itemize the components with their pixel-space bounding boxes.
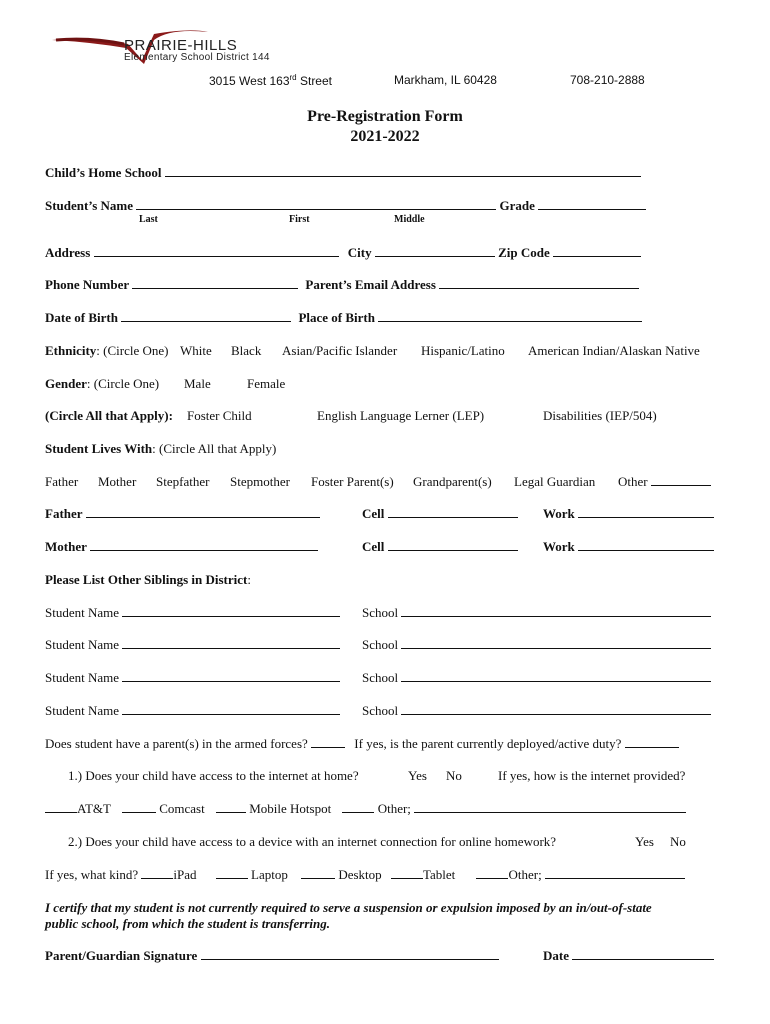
device-desktop-option[interactable]: Desktop <box>338 867 382 882</box>
lives-with-other[interactable]: Other <box>618 474 648 489</box>
isp-other-field[interactable] <box>342 801 374 813</box>
sibling-school-field[interactable] <box>401 670 711 682</box>
ethnicity-option-black[interactable]: Black <box>231 343 262 358</box>
sibling-school-field[interactable] <box>401 605 711 617</box>
isp-row <box>45 801 686 817</box>
isp-att-field[interactable] <box>45 801 77 813</box>
sibling-school-row: School <box>362 703 711 719</box>
circle-all-label: (Circle All that Apply): <box>45 408 173 423</box>
header-phone: 708-210-2888 <box>570 73 645 87</box>
lives-with-father[interactable]: Father <box>45 474 79 489</box>
device-tablet-option[interactable]: Tablet <box>422 867 456 882</box>
apply-option-lep[interactable]: English Language Lerner (LEP) <box>317 408 485 423</box>
mother-name-field[interactable] <box>90 539 318 551</box>
sibling-student-field[interactable] <box>122 703 340 715</box>
sibling-row: Student Name <box>45 605 340 621</box>
sibling-school-row: School <box>362 637 711 653</box>
father-row: Father <box>45 506 320 522</box>
gender-option-male[interactable]: Male <box>184 376 211 391</box>
isp-att-option[interactable]: AT&T <box>77 801 111 816</box>
device-other-field[interactable] <box>476 867 508 879</box>
sibling-student-field[interactable] <box>122 637 340 649</box>
siblings-heading: Please List Other Siblings in District: <box>45 572 251 587</box>
ethnicity-option-hispanic[interactable]: Hispanic/Latino <box>421 343 505 358</box>
father-cell-row: Cell <box>362 506 518 522</box>
logo-subtitle: Elementary School District 144 <box>124 52 270 63</box>
zip-code-field[interactable] <box>553 245 641 257</box>
ethnicity-option-white[interactable]: White <box>180 343 212 358</box>
first-label: First <box>289 214 310 225</box>
device-other-option[interactable]: Other; <box>508 867 542 882</box>
certification-line-1: I certify that my student is not currently required to serve a suspension or expulsion imposed by an in/out-of-state <box>45 900 652 915</box>
phone-row: Phone Number Parent’s Email Address <box>45 277 639 293</box>
isp-comcast-field[interactable] <box>122 801 156 813</box>
sibling-row: Student Name <box>45 670 340 686</box>
q2-yes-option[interactable]: Yes <box>635 834 654 849</box>
ethnicity-row: Ethnicity: (Circle One) <box>45 343 169 358</box>
q2-no-option[interactable]: No <box>670 834 686 849</box>
apply-option-foster-child[interactable]: Foster Child <box>187 408 252 423</box>
sibling-row: Student Name <box>45 637 340 653</box>
device-row: If yes, what kind? iPad Laptop Desktop Tablet Other; <box>45 867 685 883</box>
student-name-row: Student’s Name Grade <box>45 198 646 214</box>
logo-name: PRAIRIE-HILLS <box>124 37 238 54</box>
grade-field[interactable] <box>538 198 646 210</box>
device-ipad-option[interactable]: iPad <box>173 867 197 882</box>
father-cell-field[interactable] <box>388 506 518 518</box>
deployed-field[interactable] <box>625 736 679 748</box>
lives-with-stepmother[interactable]: Stepmother <box>230 474 290 489</box>
ethnicity-option-native[interactable]: American Indian/Alaskan Native <box>528 343 700 358</box>
lives-with-foster-parent[interactable]: Foster Parent(s) <box>311 474 394 489</box>
isp-other-option[interactable]: Other; <box>377 801 411 816</box>
q1-yes-option[interactable]: Yes <box>408 768 427 783</box>
sibling-school-field[interactable] <box>401 703 711 715</box>
q1-followup: If yes, how is the internet provided? <box>498 768 686 783</box>
gender-row: Gender: (Circle One) <box>45 376 160 391</box>
mother-cell-field[interactable] <box>388 539 518 551</box>
lives-with-stepfather[interactable]: Stepfather <box>156 474 210 489</box>
isp-hotspot-field[interactable] <box>216 801 246 813</box>
date-of-birth-field[interactable] <box>121 310 291 322</box>
mother-work-row: Work <box>543 539 714 555</box>
lives-with-mother[interactable]: Mother <box>98 474 137 489</box>
city-field[interactable] <box>375 245 495 257</box>
lives-with-legal-guardian[interactable]: Legal Guardian <box>514 474 596 489</box>
armed-forces-row: Does student have a parent(s) in the armed forces? If yes, is the parent currently deployed/active duty? <box>45 736 679 752</box>
header-street: 3015 West 163rd Street <box>209 73 332 88</box>
certification-line-2: public school, from which the student is transferring. <box>45 916 330 931</box>
address-row: Address City Zip Code <box>45 245 641 261</box>
device-ipad-field[interactable] <box>141 867 173 879</box>
place-of-birth-field[interactable] <box>378 310 642 322</box>
home-school-row: Child’s Home School <box>45 165 641 181</box>
isp-other-text-field[interactable] <box>414 801 686 813</box>
sibling-student-field[interactable] <box>122 605 340 617</box>
mother-work-field[interactable] <box>578 539 714 551</box>
sibling-school-row: School <box>362 605 711 621</box>
device-laptop-option[interactable]: Laptop <box>251 867 288 882</box>
apply-option-disabilities[interactable]: Disabilities (IEP/504) <box>543 408 657 423</box>
mother-row: Mother <box>45 539 318 555</box>
q2-question: 2.) Does your child have access to a device with an internet connection for online homework? <box>68 834 557 849</box>
header-city: Markham, IL 60428 <box>394 73 497 87</box>
sibling-school-field[interactable] <box>401 637 711 649</box>
device-tablet-field[interactable] <box>391 867 423 879</box>
middle-label: Middle <box>394 214 425 225</box>
sibling-school-row: School <box>362 670 711 686</box>
sibling-student-field[interactable] <box>122 670 340 682</box>
q1-no-option[interactable]: No <box>446 768 462 783</box>
date-row: Date <box>543 948 714 964</box>
device-laptop-field[interactable] <box>216 867 248 879</box>
father-work-field[interactable] <box>578 506 714 518</box>
last-label: Last <box>139 214 158 225</box>
isp-hotspot-option[interactable]: Mobile Hotspot <box>249 801 332 816</box>
device-desktop-field[interactable] <box>301 867 335 879</box>
father-work-row: Work <box>543 506 714 522</box>
father-name-field[interactable] <box>86 506 320 518</box>
isp-comcast-option[interactable]: Comcast <box>159 801 205 816</box>
parent-email-field[interactable] <box>439 277 639 289</box>
signature-row: Parent/Guardian Signature <box>45 948 499 964</box>
home-school-field[interactable] <box>165 165 641 177</box>
birth-row: Date of Birth Place of Birth <box>45 310 642 326</box>
mother-cell-row: Cell <box>362 539 518 555</box>
phone-field[interactable] <box>132 277 298 289</box>
lives-with-grandparent[interactable]: Grandparent(s) <box>413 474 492 489</box>
form-title: Pre-Registration Form <box>307 108 463 125</box>
gender-option-female[interactable]: Female <box>247 376 286 391</box>
student-name-field[interactable] <box>136 198 496 210</box>
lives-with-other-row <box>618 474 711 490</box>
lives-with-row: Student Lives With: (Circle All that Apply) <box>45 441 277 456</box>
ethnicity-option-asian[interactable]: Asian/Pacific Islander <box>282 343 398 358</box>
lives-with-other-field[interactable] <box>651 474 711 486</box>
sibling-row: Student Name <box>45 703 340 719</box>
address-field[interactable] <box>94 245 339 257</box>
form-year: 2021-2022 <box>350 128 420 145</box>
armed-forces-field[interactable] <box>311 736 345 748</box>
device-other-text-field[interactable] <box>545 867 685 879</box>
date-field[interactable] <box>572 948 714 960</box>
signature-field[interactable] <box>201 948 499 960</box>
q1-question: 1.) Does your child have access to the internet at home? <box>68 768 359 783</box>
